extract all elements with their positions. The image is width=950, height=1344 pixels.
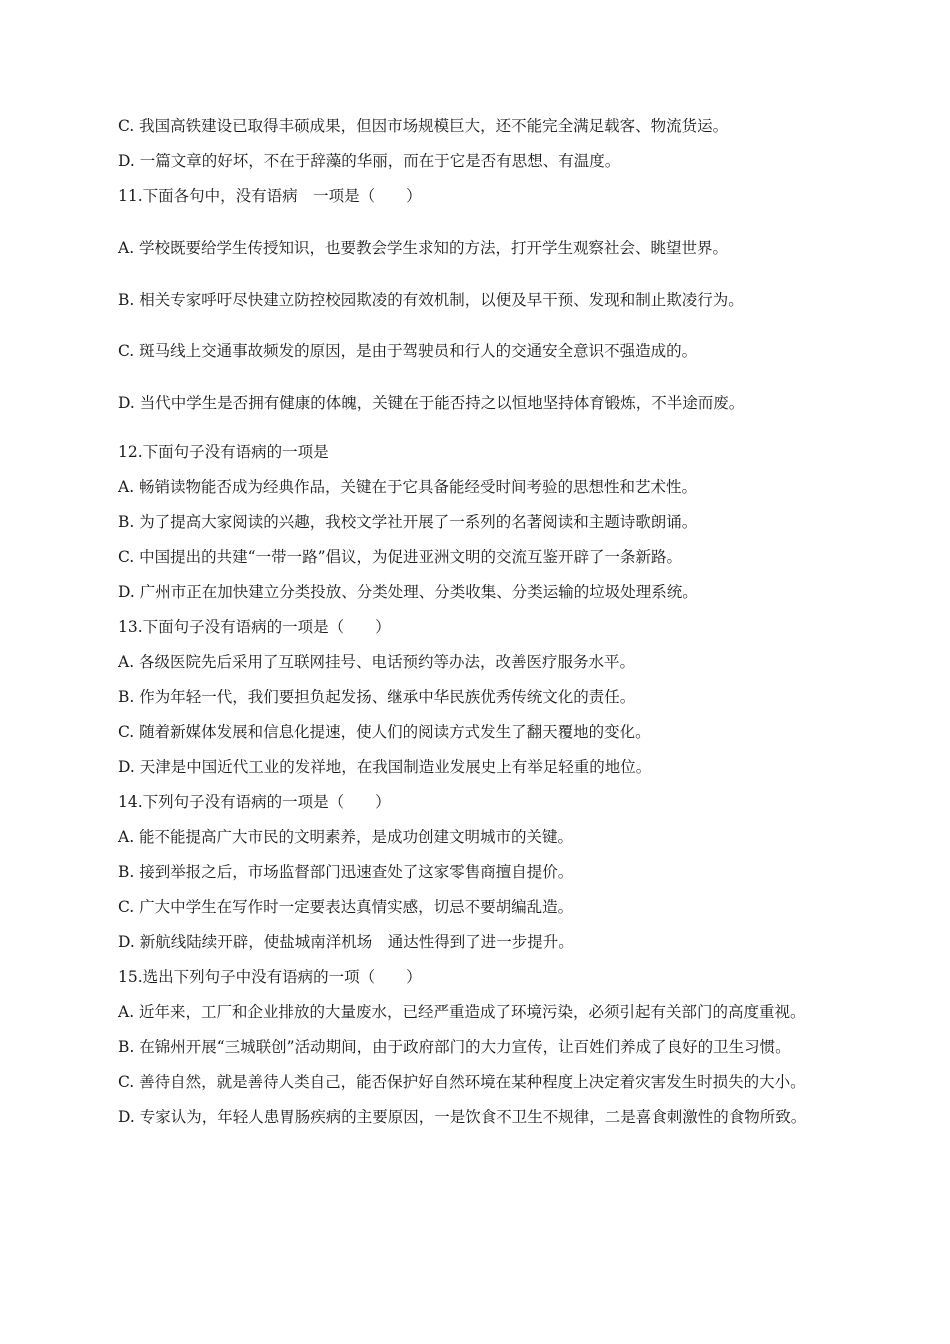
q15-option-b: B. 在锦州开展“三城联创”活动期间，由于政府部门的大力宣传，让百姓们养成了良好的卫生习惯。 — [118, 1038, 791, 1056]
q10-option-d: D. 一篇文章的好坏，不在于辞藻的华丽，而在于它是否有思想、有温度。 — [118, 152, 621, 170]
q14-option-b: B. 接到举报之后，市场监督部门迅速查处了这家零售商擅自提价。 — [118, 863, 574, 881]
q12-option-c: C. 中国提出的共建“一带一路”倡议，为促进亚洲文明的交流互鉴开辟了一条新路。 — [118, 548, 683, 566]
q14-stem: 14.下列句子没有语病的一项是（ ） — [118, 793, 391, 811]
q12-stem: 12.下面句子没有语病的一项是 — [118, 443, 329, 461]
q14-option-d: D. 新航线陆续开辟，使盐城南洋机场 通达性得到了进一步提升。 — [118, 933, 574, 951]
q13-option-a: A. 各级医院先后采用了互联网挂号、电话预约等办法，改善医疗服务水平。 — [118, 653, 636, 671]
q15-stem: 15.选出下列句子中没有语病的一项（ ） — [118, 968, 422, 986]
q13-stem: 13.下面句子没有语病的一项是（ ） — [118, 618, 391, 636]
q11-option-c: C. 斑马线上交通事故频发的原因，是由于驾驶员和行人的交通安全意识不强造成的。 — [118, 342, 698, 360]
q13-option-d: D. 天津是中国近代工业的发祥地，在我国制造业发展史上有举足轻重的地位。 — [118, 758, 652, 776]
q15-option-a: A. 近年来，工厂和企业排放的大量废水，已经严重造成了环境污染，必须引起有关部门的高度重视。 — [118, 1003, 806, 1021]
q11-option-a: A. 学校既要给学生传授知识，也要教会学生求知的方法，打开学生观察社会、眺望世界。 — [118, 239, 729, 257]
q11-option-d: D. 当代中学生是否拥有健康的体魄，关键在于能否持之以恒地坚持体育锻炼，不半途而废。 — [118, 394, 745, 412]
q11-stem: 11.下面各句中，没有语病 一项是（ ） — [118, 187, 422, 205]
q12-option-b: B. 为了提高大家阅读的兴趣，我校文学社开展了一系列的名著阅读和主题诗歌朗诵。 — [118, 513, 698, 531]
q15-option-d: D. 专家认为，年轻人患胃肠疾病的主要原因，一是饮食不卫生不规律，二是喜食刺激性的食物所致。 — [118, 1108, 807, 1126]
q10-option-c: C. 我国高铁建设已取得丰硕成果，但因市场规模巨大，还不能完全满足载客、物流货运。 — [118, 117, 729, 135]
q14-option-c: C. 广大中学生在写作时一定要表达真情实感，切忌不要胡编乱造。 — [118, 898, 574, 916]
q14-option-a: A. 能不能提高广大市民的文明素养，是成功创建文明城市的关键。 — [118, 828, 574, 846]
q12-option-d: D. 广州市正在加快建立分类投放、分类处理、分类收集、分类运输的垃圾处理系统。 — [118, 583, 698, 601]
q12-option-a: A. 畅销读物能否成为经典作品，关键在于它具备能经受时间考验的思想性和艺术性。 — [118, 478, 698, 496]
q15-option-c: C. 善待自然，就是善待人类自己，能否保护好自然环境在某种程度上决定着灾害发生时损失的大小。 — [118, 1073, 806, 1091]
q13-option-b: B. 作为年轻一代，我们要担负起发扬、继承中华民族优秀传统文化的责任。 — [118, 688, 636, 706]
q11-option-b: B. 相关专家呼吁尽快建立防控校园欺凌的有效机制，以便及早干预、发现和制止欺凌行为。 — [118, 291, 744, 309]
q13-option-c: C. 随着新媒体发展和信息化提速，使人们的阅读方式发生了翻天覆地的变化。 — [118, 723, 651, 741]
